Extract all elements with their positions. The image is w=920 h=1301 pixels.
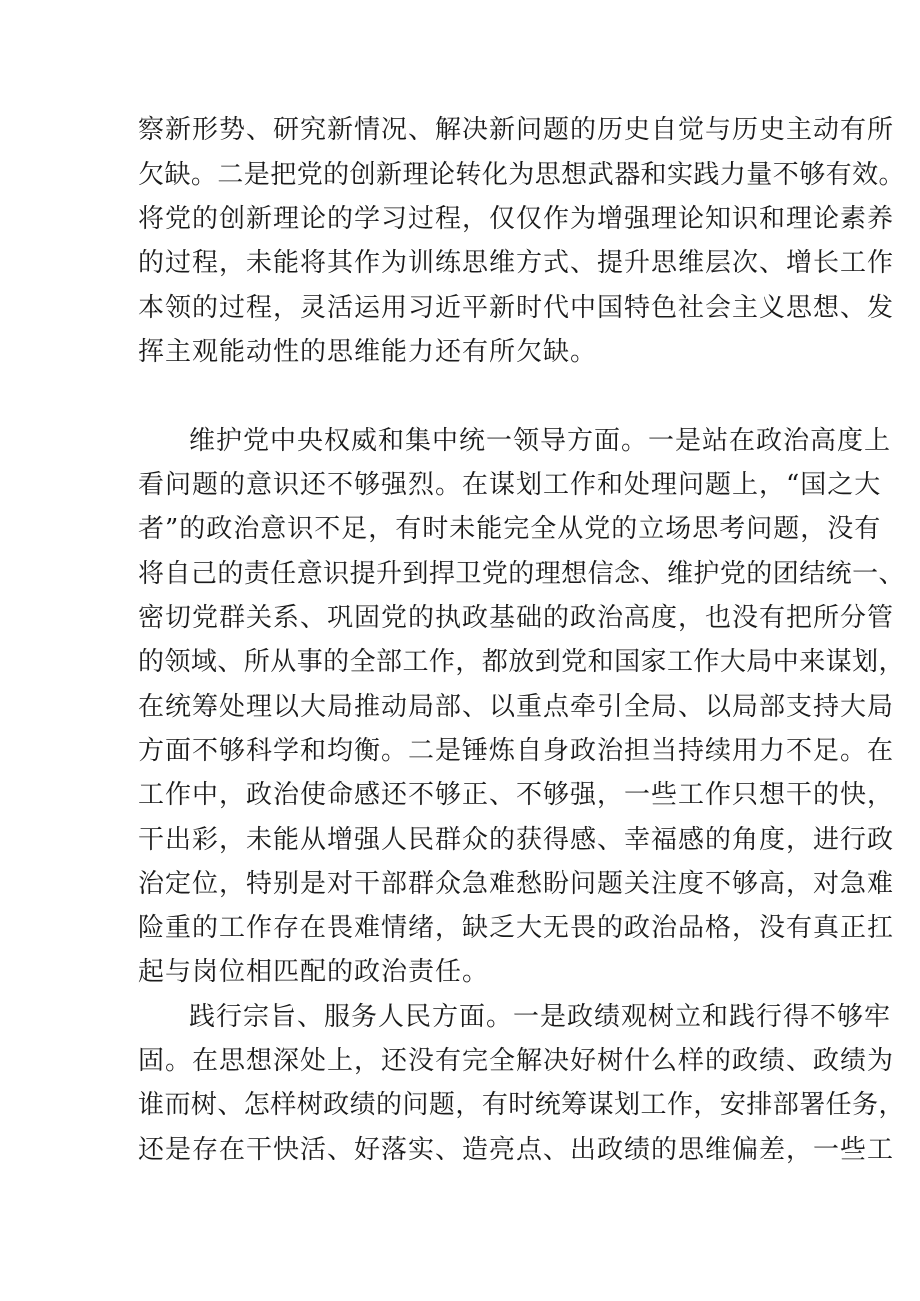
text-line: 谁而树、怎样树政绩的问题，有时统筹谋划工作，安排部署任务， [138,1090,906,1120]
text-line: 险重的工作存在畏难情绪，缺乏大无畏的政治品格，没有真正扛 [138,913,895,943]
text-line: 干出彩，未能从增强人民群众的获得感、幸福感的角度，进行政 [138,825,895,855]
text-line: 方面不够科学和均衡。二是锤炼自身政治担当持续用力不足。在 [138,736,895,766]
text-line: 固。在思想深处上，还没有完全解决好树什么样的政绩、政绩为 [138,1046,895,1076]
text-line: 起与岗位相匹配的政治责任。 [138,957,490,987]
text-line: 工作中，政治使命感还不够正、不够强，一些工作只想干的快， [138,780,895,810]
text-line: 欠缺。二是把党的创新理论转化为思想武器和实践力量不够有效。 [138,160,906,190]
text-line: 本领的过程，灵活运用习近平新时代中国特色社会主义思想、发 [138,293,895,323]
text-line: 者”的政治意识不足，有时未能完全从党的立场思考问题，没有 [138,514,882,544]
text-line: 将自己的责任意识提升到捍卫党的理想信念、维护党的团结统一、 [138,559,906,589]
text-line: 将党的创新理论的学习过程，仅仅作为增强理论知识和理论素养 [138,204,895,234]
text-line: 治定位，特别是对干部群众急难愁盼问题关注度不够高，对急难 [138,869,895,899]
paragraph-start-line: 维护党中央权威和集中统一领导方面。一是站在政治高度上 [189,426,892,456]
text-line: 在统筹处理以大局推动局部、以重点牵引全局、以局部支持大局 [138,692,895,722]
text-line: 的领域、所从事的全部工作，都放到党和国家工作大局中来谋划， [138,647,906,677]
text-line: 看问题的意识还不够强烈。在谋划工作和处理问题上，“国之大 [138,470,882,500]
text-line: 密切党群关系、巩固党的执政基础的政治高度，也没有把所分管 [138,603,895,633]
text-line: 还是存在干快活、好落实、造亮点、出政绩的思维偏差，一些工 [138,1135,895,1165]
text-line: 挥主观能动性的思维能力还有所欠缺。 [138,337,598,367]
text-line: 察新形势、研究新情况、解决新问题的历史自觉与历史主动有所 [138,115,895,145]
text-line: 的过程，未能将其作为训练思维方式、提升思维层次、增长工作 [138,248,895,278]
paragraph-start-line: 践行宗旨、服务人民方面。一是政绩观树立和践行得不够牢 [189,1002,892,1032]
